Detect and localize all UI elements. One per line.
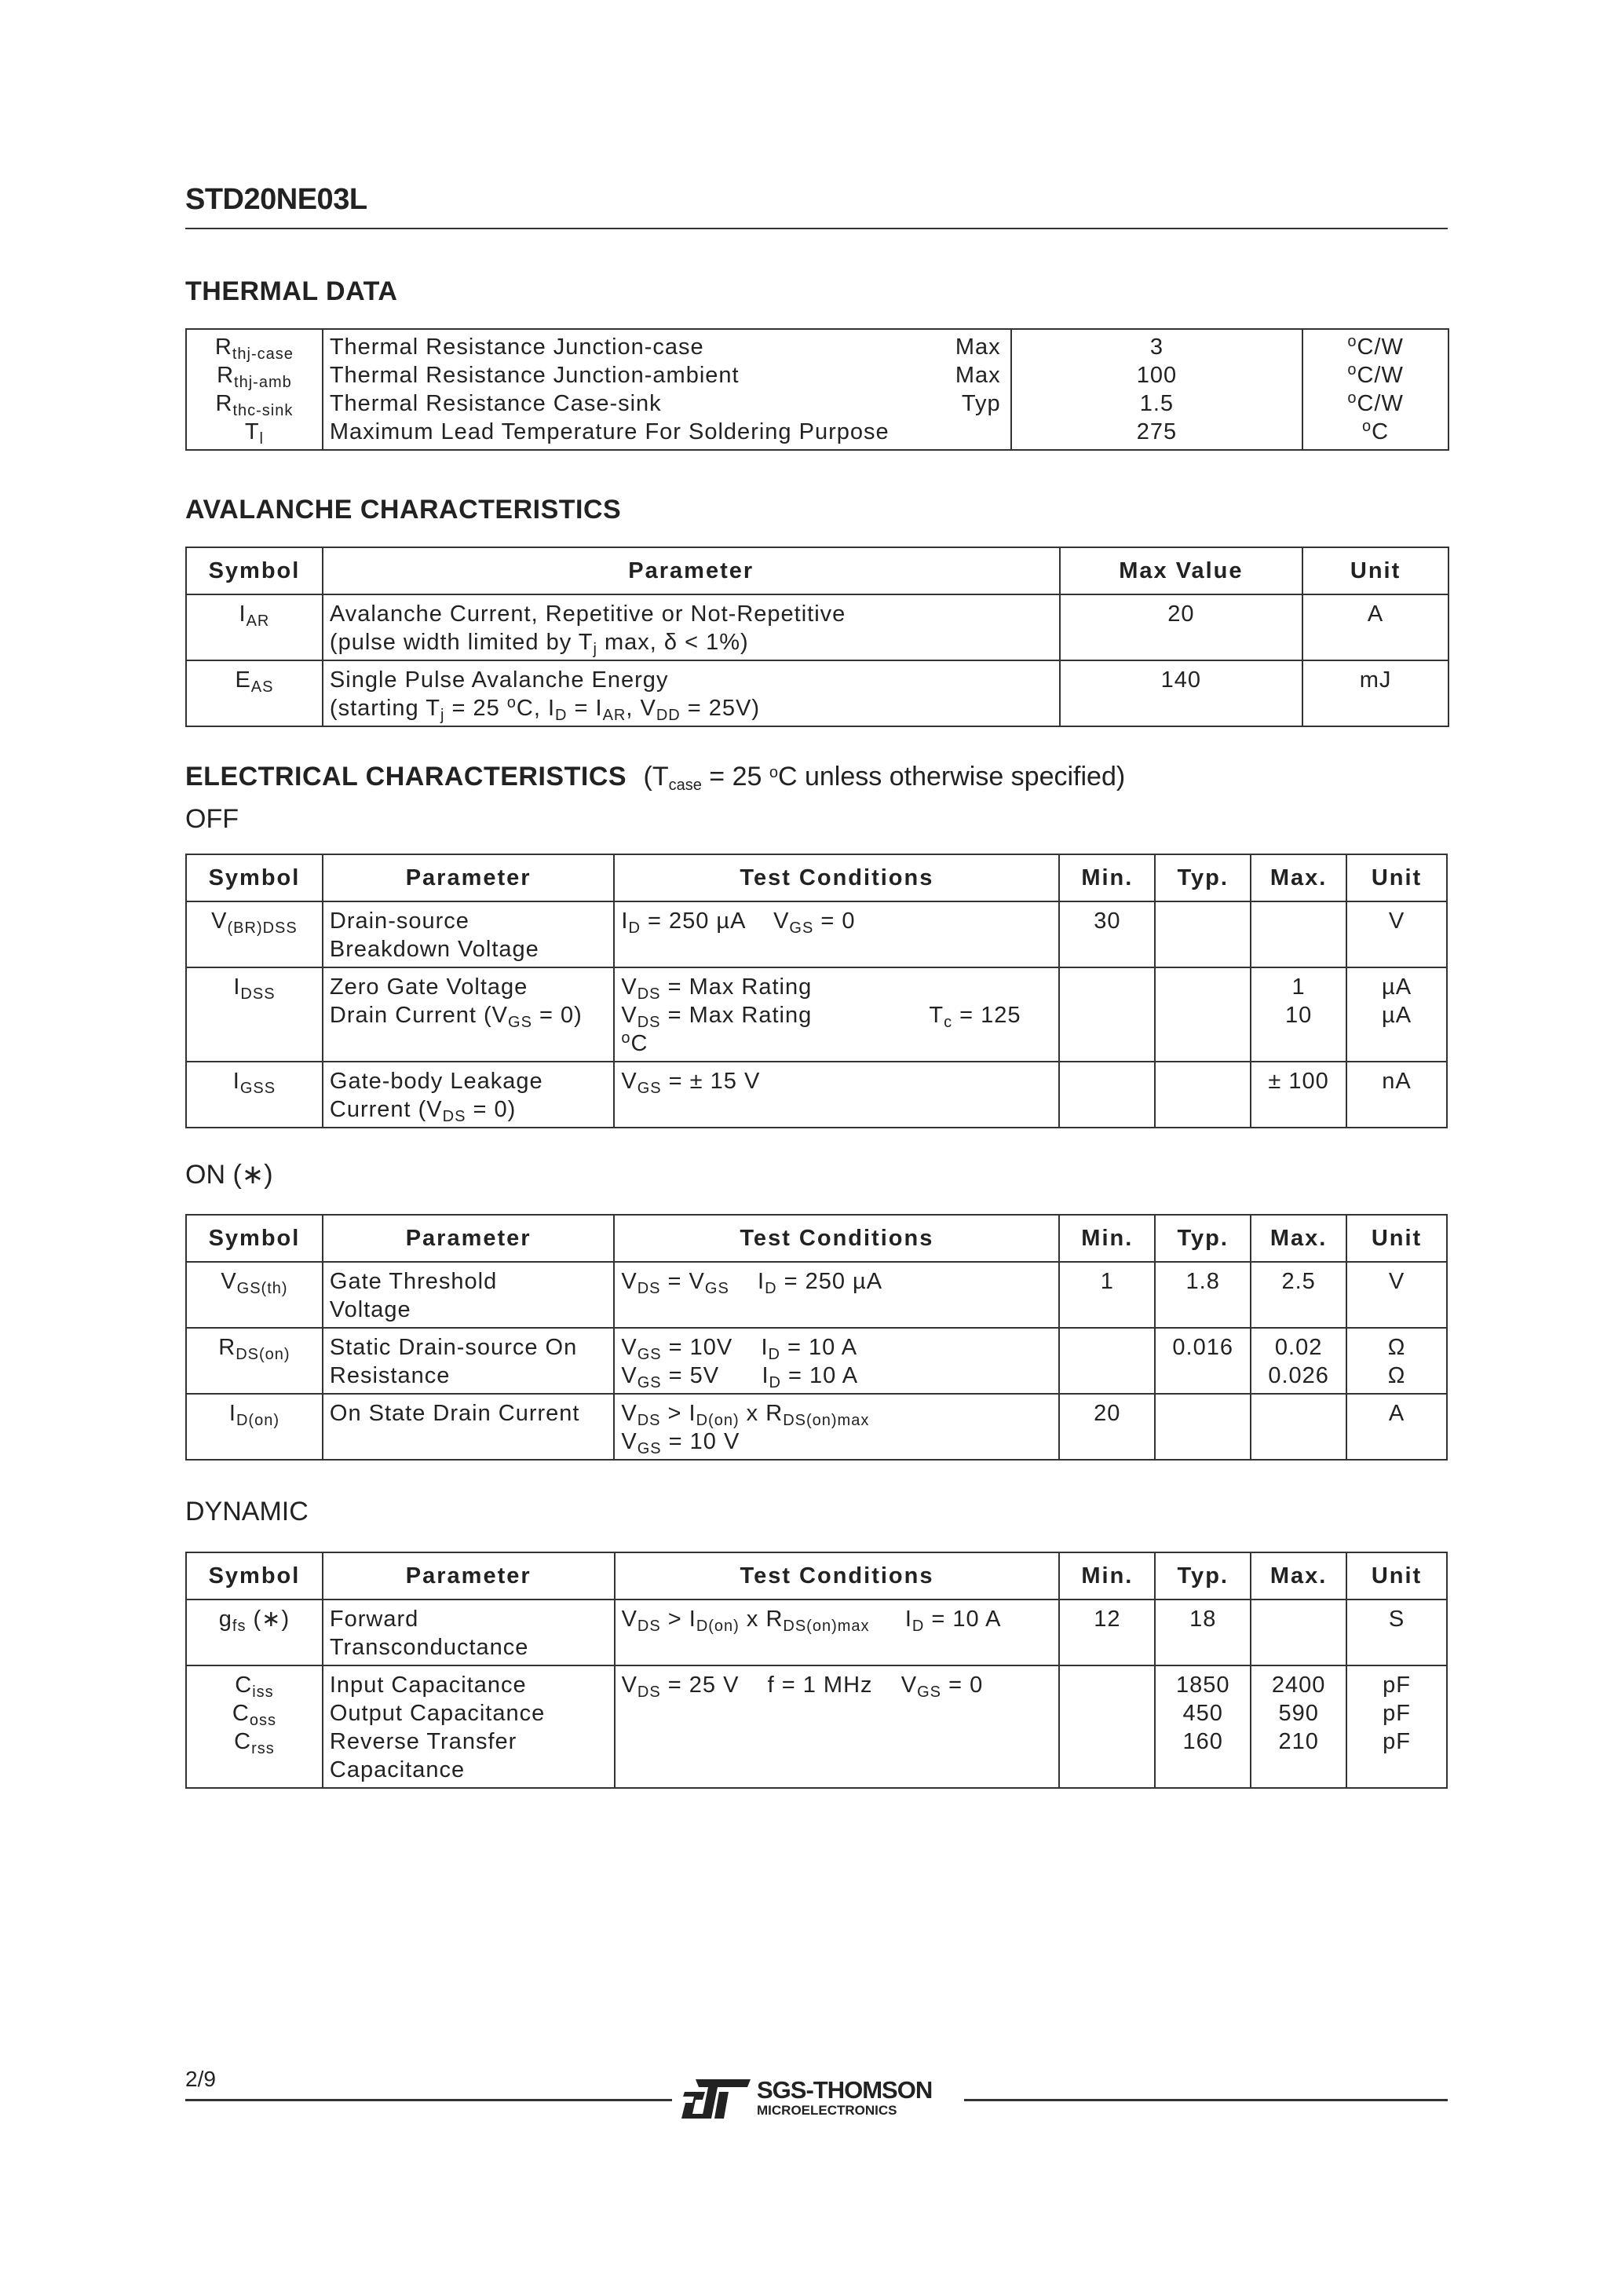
table-row [186, 1394, 1447, 1460]
symbol-cell: $I_{D(on)}$ [186, 1394, 323, 1460]
table-row [186, 967, 1447, 1062]
parameter-cell: Avalanche Current, Repetitive or Not-Repetitive (pulse width limited by $T_j$ max, δ < 1%) [323, 594, 1060, 660]
thermal-table [185, 328, 1449, 451]
symbol-cell: $R_{thj-case}$ [186, 329, 323, 361]
dynamic-title: DYNAMIC [185, 1497, 309, 1526]
thermal-title: THERMAL DATA [185, 276, 398, 306]
col-header-symbol: Symbol [186, 1215, 323, 1262]
col-header-max: Max. [1251, 1552, 1346, 1600]
parameter-cell: Thermal Resistance Case-sink Typ [323, 389, 1011, 418]
parameter-cell: Zero Gate Voltage Drain Current $(V_{GS} = 0)$ [323, 967, 614, 1062]
off-title: OFF [185, 804, 239, 834]
header-rule [185, 228, 1448, 229]
value-cell: 275 [1011, 418, 1302, 450]
parameter-cell: Static Drain-source On Resistance [323, 1328, 614, 1394]
table-row [186, 1262, 1447, 1328]
test-cell: $V_{DS} = V_{GS}$ $I_D = 250$ µA [614, 1262, 1059, 1328]
value-cell: 20 [1060, 594, 1303, 660]
table-row [186, 660, 1448, 726]
parameter-cell: On State Drain Current [323, 1394, 614, 1460]
min-cell: 20 [1059, 1394, 1155, 1460]
table-row [186, 389, 1448, 418]
brand-name: SGS-THOMSON [757, 2076, 933, 2104]
typ-cell: 1.8 [1155, 1262, 1251, 1328]
table-row [186, 1600, 1447, 1665]
symbol-cell: $T_l$ [186, 418, 323, 450]
col-header-test-conditions: Test Conditions [615, 1552, 1060, 1600]
symbol-cell: $R_{thj-amb}$ [186, 361, 323, 389]
max-cell [1251, 1394, 1346, 1460]
unit-cell: V [1346, 1262, 1447, 1328]
on-table [185, 1214, 1448, 1461]
max-cell: 2400 590 210 [1251, 1665, 1346, 1788]
value-cell: 1.5 [1011, 389, 1302, 418]
min-cell: 1 [1059, 1262, 1155, 1328]
col-header-test-conditions: Test Conditions [614, 1215, 1059, 1262]
typ-cell: 0.016 [1155, 1328, 1251, 1394]
max-cell [1251, 901, 1346, 967]
symbol-cell: $V_{(BR)DSS}$ [186, 901, 323, 967]
symbol-cell: $C_{iss}$ $C_{oss}$ $C_{rss}$ [186, 1665, 323, 1788]
col-header-unit: Unit [1346, 854, 1447, 901]
col-header-test-conditions: Test Conditions [614, 854, 1059, 901]
col-header-symbol: Symbol [186, 1552, 323, 1600]
value-cell: 3 [1011, 329, 1302, 361]
unit-cell: V [1346, 901, 1447, 967]
max-cell: 0.02 0.026 [1251, 1328, 1346, 1394]
typ-cell: 1850 450 160 [1155, 1665, 1251, 1788]
brand-logo [681, 2075, 958, 2123]
parameter-cell: Maximum Lead Temperature For Soldering Purpose [323, 418, 1011, 450]
table-row [186, 594, 1448, 660]
table-row [186, 901, 1447, 967]
col-header-unit: Unit [1346, 1552, 1447, 1600]
unit-cell: S [1346, 1600, 1447, 1665]
value-cell: 100 [1011, 361, 1302, 389]
electrical-heading: ELECTRICAL CHARACTERISTICS ($T_{case} = 25$ $^o$C unless otherwise specified) [185, 762, 1126, 794]
unit-cell: pF pF pF [1346, 1665, 1447, 1788]
table-row [186, 1062, 1447, 1128]
typ-cell [1155, 967, 1251, 1062]
test-cell: $V_{DS} = 25$ V f = 1 MHz $V_{GS} = 0$ [615, 1665, 1060, 1788]
st-logo-icon [681, 2076, 752, 2122]
symbol-cell: $R_{thc-sink}$ [186, 389, 323, 418]
on-title: ON (∗) [185, 1160, 273, 1190]
col-header-typ: Typ. [1155, 854, 1251, 901]
parameter-cell: Gate-body Leakage Current $(V_{DS} = 0)$ [323, 1062, 614, 1128]
table-row [186, 329, 1448, 361]
col-header-parameter: Parameter [323, 1552, 615, 1600]
typ-cell [1155, 901, 1251, 967]
typ-cell: 18 [1155, 1600, 1251, 1665]
col-header-max: Max. [1251, 854, 1346, 901]
col-header-parameter: Parameter [323, 1215, 614, 1262]
unit-cell: $^o$C/W [1302, 361, 1448, 389]
max-cell: 2.5 [1251, 1262, 1346, 1328]
col-header-typ: Typ. [1155, 1215, 1251, 1262]
col-header-typ: Typ. [1155, 1552, 1251, 1600]
footer-rule-left [185, 2099, 672, 2101]
value-cell: 140 [1060, 660, 1303, 726]
table-row [186, 361, 1448, 389]
symbol-cell: $I_{GSS}$ [186, 1062, 323, 1128]
min-cell [1059, 1328, 1155, 1394]
dynamic-table [185, 1552, 1448, 1789]
part-number: STD20NE03L [185, 183, 367, 216]
table-row [186, 1328, 1447, 1394]
test-cell: $V_{DS}$ = Max Rating $V_{DS}$ = Max Rating $T_c = 125$ $^o$C [614, 967, 1059, 1062]
test-cell: $V_{GS} = 10V$ $I_D = 10$ A $V_{GS} = 5V$ $I_D = 10$ A [614, 1328, 1059, 1394]
parameter-cell: Input Capacitance Output Capacitance Reverse Transfer Capacitance [323, 1665, 615, 1788]
test-cell: $V_{DS} > I_{D(on)}$ x $R_{DS(on)max}$ $V_{GS} = 10$ V [614, 1394, 1059, 1460]
col-header-unit: Unit [1346, 1215, 1447, 1262]
parameter-cell: Single Pulse Avalanche Energy (starting $T_j = 25$ $^o$C, $I_D = I_{AR}$, $V_{DD} = 25V$) [323, 660, 1060, 726]
parameter-cell: Thermal Resistance Junction-ambient Max [323, 361, 1011, 389]
max-cell [1251, 1600, 1346, 1665]
symbol-cell: $g_{fs}$ (∗) [186, 1600, 323, 1665]
symbol-cell: $E_{AS}$ [186, 660, 323, 726]
parameter-cell: Gate Threshold Voltage [323, 1262, 614, 1328]
test-cell: $I_D = 250$ µA $V_{GS} = 0$ [614, 901, 1059, 967]
symbol-cell: $I_{DSS}$ [186, 967, 323, 1062]
unit-cell: nA [1346, 1062, 1447, 1128]
footer-rule-right [964, 2099, 1448, 2101]
parameter-cell: Drain-source Breakdown Voltage [323, 901, 614, 967]
col-header-max: Max. [1251, 1215, 1346, 1262]
col-header-min: Min. [1059, 1552, 1155, 1600]
col-header-symbol: Symbol [186, 854, 323, 901]
unit-cell: Ω Ω [1346, 1328, 1447, 1394]
unit-cell: $^o$C [1302, 418, 1448, 450]
parameter-cell: Forward Transconductance [323, 1600, 615, 1665]
min-cell [1059, 967, 1155, 1062]
min-cell [1059, 1062, 1155, 1128]
unit-cell: $^o$C/W [1302, 389, 1448, 418]
brand-subtitle: MICROELECTRONICS [757, 2103, 897, 2118]
unit-cell: mJ [1302, 660, 1448, 726]
typ-cell [1155, 1394, 1251, 1460]
col-header-parameter: Parameter [323, 854, 614, 901]
parameter-cell: Thermal Resistance Junction-case Max [323, 329, 1011, 361]
test-cell: $V_{DS} > I_{D(on)}$ x $R_{DS(on)max}$ $I_D = 10$ A [615, 1600, 1060, 1665]
min-cell [1059, 1665, 1155, 1788]
symbol-cell: $I_{AR}$ [186, 594, 323, 660]
unit-cell: A [1302, 594, 1448, 660]
col-header-unit: Unit [1302, 547, 1448, 594]
symbol-cell: $R_{DS(on)}$ [186, 1328, 323, 1394]
col-header-min: Min. [1059, 854, 1155, 901]
unit-cell: A [1346, 1394, 1447, 1460]
typ-cell [1155, 1062, 1251, 1128]
min-cell: 30 [1059, 901, 1155, 967]
test-cell: $V_{GS}$ = ± 15 V [614, 1062, 1059, 1128]
max-cell: 1 10 [1251, 967, 1346, 1062]
col-header-parameter: Parameter [323, 547, 1060, 594]
max-cell: ± 100 [1251, 1062, 1346, 1128]
table-row [186, 418, 1448, 450]
min-cell: 12 [1059, 1600, 1155, 1665]
avalanche-title: AVALANCHE CHARACTERISTICS [185, 495, 622, 525]
off-table [185, 854, 1448, 1128]
unit-cell: $^o$C/W [1302, 329, 1448, 361]
unit-cell: µA µA [1346, 967, 1447, 1062]
col-header-max-value: Max Value [1060, 547, 1303, 594]
avalanche-table [185, 547, 1449, 727]
symbol-cell: $V_{GS(th)}$ [186, 1262, 323, 1328]
page-number: 2/9 [185, 2067, 216, 2091]
table-row [186, 1665, 1447, 1788]
col-header-min: Min. [1059, 1215, 1155, 1262]
col-header-symbol: Symbol [186, 547, 323, 594]
